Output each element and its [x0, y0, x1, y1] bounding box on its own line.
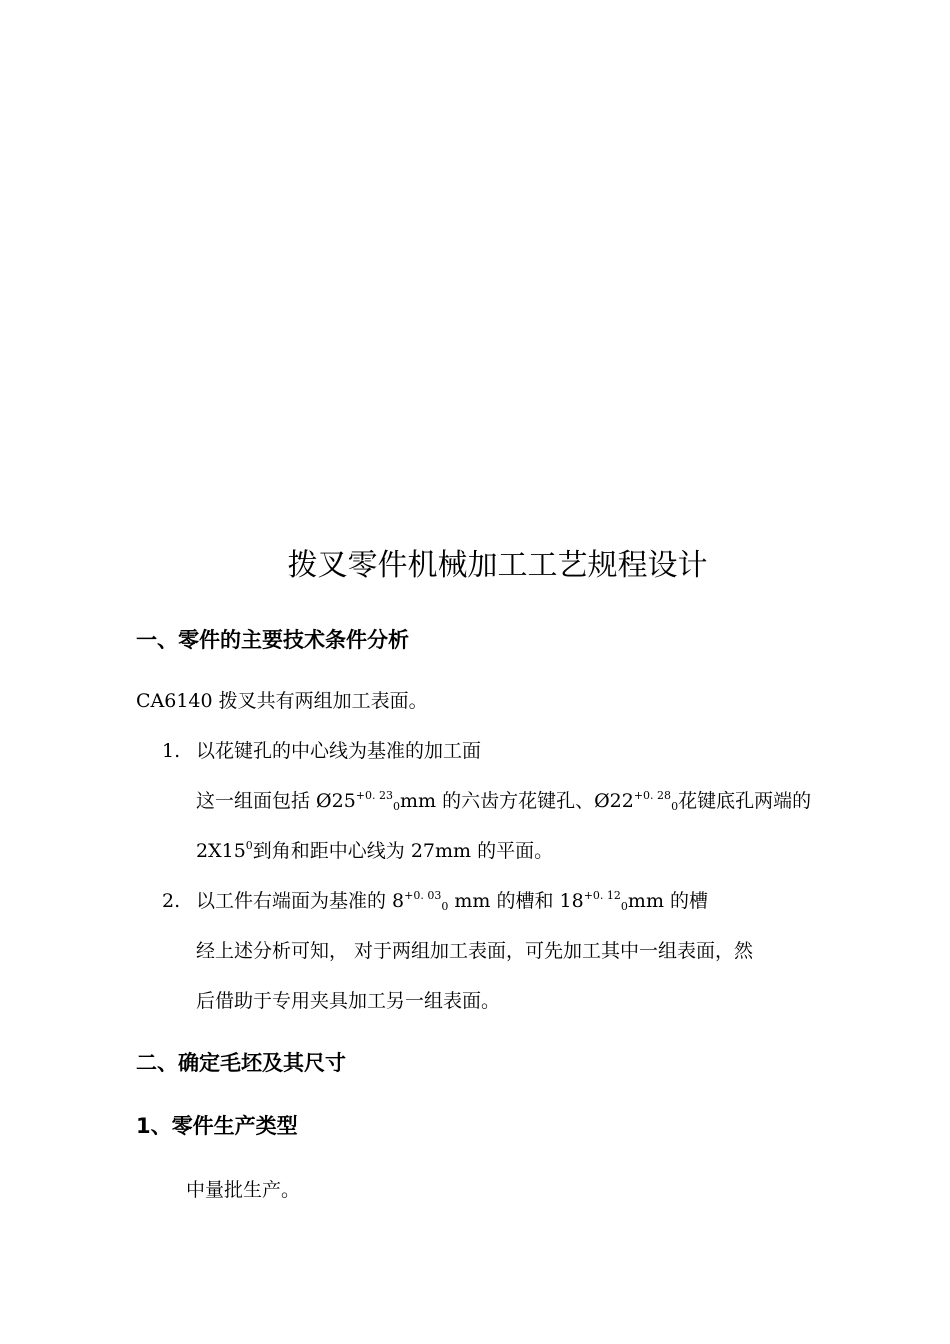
tolerance-upper: +0. 12: [583, 889, 621, 902]
section-heading-1: 一、零件的主要技术条件分析: [136, 628, 409, 652]
text-run: 2X15: [196, 840, 246, 862]
degree-superscript: 0: [245, 839, 253, 852]
analysis-line-2: 后借助于专用夹具加工另一组表面。: [196, 990, 501, 1012]
list-item-1: [162, 736, 481, 766]
list-item-2: [162, 886, 708, 916]
text-run: 花键底孔两端的: [678, 790, 812, 812]
text-run: 以工件右端面为基准的 8: [196, 890, 405, 912]
tolerance-upper: +0. 03: [404, 889, 442, 902]
tolerance-lower: 0: [620, 900, 628, 913]
section-heading-2: 二、确定毛坯及其尺寸: [136, 1051, 346, 1075]
document-title: 拨叉零件机械加工工艺规程设计: [287, 548, 708, 583]
list-item-text: 以花键孔的中心线为基准的加工面: [196, 740, 482, 762]
list-number: 2.: [162, 890, 181, 912]
tolerance-lower: 0: [393, 800, 401, 813]
production-type-text: 中量批生产。: [186, 1179, 301, 1201]
list-number: 1.: [162, 740, 181, 762]
text-run: mm 的槽和 18: [448, 890, 584, 912]
analysis-line-1: 经上述分析可知， 对于两组加工表面，可先加工其中一组表面，然: [196, 940, 754, 962]
text-run: 这一组面包括 Ø25: [196, 790, 356, 812]
text-run: 到角和距中心线为 27mm 的平面。: [252, 840, 554, 862]
tolerance-lower: 0: [441, 900, 449, 913]
text-run: mm 的槽: [627, 890, 708, 912]
item1-detail-line-1: [196, 786, 811, 816]
item1-detail-line-2: [196, 836, 553, 866]
tolerance-upper: +0. 23: [355, 789, 394, 802]
intro-paragraph: CA6140 拨叉共有两组加工表面。: [136, 690, 428, 712]
subsection-heading-1: 1、零件生产类型: [136, 1114, 298, 1138]
text-run: mm 的六齿方花键孔、Ø22: [400, 790, 634, 812]
tolerance-upper: +0. 28: [633, 789, 672, 802]
tolerance-lower: 0: [671, 800, 679, 813]
